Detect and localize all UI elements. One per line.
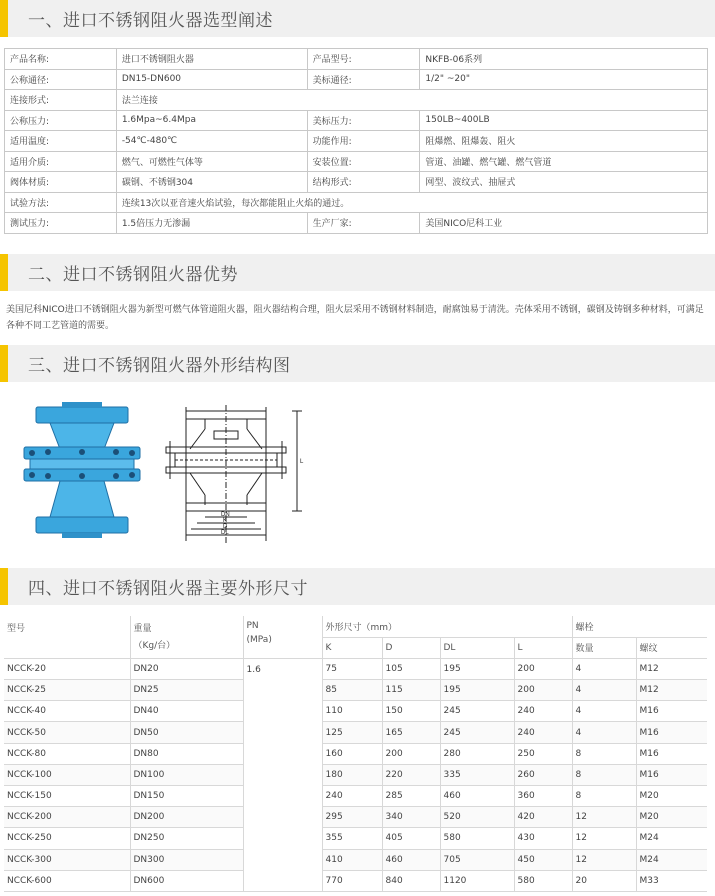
spec-value: 碳钢、不锈钢304	[116, 172, 307, 193]
table-row	[4, 658, 707, 679]
cell-d: 115	[382, 680, 440, 701]
cell-dl: 705	[440, 849, 514, 870]
spec-label: 公称通径:	[5, 69, 117, 90]
cell-qty: 12	[572, 828, 636, 849]
cell-k: 75	[322, 658, 382, 679]
cell-model: NCCK-600	[4, 870, 130, 891]
table-row	[4, 786, 707, 807]
cell-k: 240	[322, 786, 382, 807]
dimension-label-dl: DL	[221, 530, 229, 536]
spec-label: 产品型号:	[307, 49, 420, 70]
cell-k: 355	[322, 828, 382, 849]
cell-thread: M12	[636, 658, 707, 679]
section-heading-4	[0, 568, 715, 605]
cell-weight: DN250	[130, 828, 243, 849]
spec-label: 适用温度:	[5, 131, 117, 152]
spec-value: 管道、油罐、燃气罐、燃气管道	[420, 151, 708, 172]
cell-dl: 460	[440, 786, 514, 807]
table-header-row	[4, 616, 707, 637]
cell-qty: 4	[572, 658, 636, 679]
section-heading-2	[0, 254, 715, 291]
spec-label: 试验方法:	[5, 192, 117, 213]
header-k: K	[322, 637, 382, 658]
cell-dl: 335	[440, 764, 514, 785]
cell-thread: M16	[636, 722, 707, 743]
cell-dl: 1120	[440, 870, 514, 891]
header-pn-label: PN	[246, 621, 259, 631]
cell-model: NCCK-150	[4, 786, 130, 807]
structure-figure	[0, 385, 320, 555]
table-row	[4, 680, 707, 701]
table-row	[5, 49, 708, 70]
header-weight-unit: （Kg/台）	[133, 641, 176, 651]
header-model: 型号	[4, 616, 130, 658]
cell-thread: M16	[636, 764, 707, 785]
spec-label: 安装位置:	[307, 151, 420, 172]
cell-model: NCCK-20	[4, 658, 130, 679]
cell-l: 200	[514, 680, 572, 701]
cell-d: 460	[382, 849, 440, 870]
spec-value: 法兰连接	[116, 90, 707, 111]
cell-model: NCCK-100	[4, 764, 130, 785]
cell-model: NCCK-80	[4, 743, 130, 764]
section-heading-1	[0, 0, 715, 37]
table-row	[5, 69, 708, 90]
table-row	[4, 722, 707, 743]
dimension-label-l: L	[300, 459, 304, 465]
cell-d: 840	[382, 870, 440, 891]
cell-qty: 4	[572, 680, 636, 701]
cell-model: NCCK-300	[4, 849, 130, 870]
flame-arrester-cross-section-drawing	[166, 405, 302, 545]
cell-d: 340	[382, 807, 440, 828]
flame-arrester-product-image	[24, 402, 140, 538]
spec-label: 测试压力:	[5, 213, 117, 234]
cell-k: 125	[322, 722, 382, 743]
cell-model: NCCK-25	[4, 680, 130, 701]
spec-label: 适用介质:	[5, 151, 117, 172]
spec-label: 美标通径:	[307, 69, 420, 90]
cell-d: 105	[382, 658, 440, 679]
table-row	[5, 131, 708, 152]
cell-d: 405	[382, 828, 440, 849]
spec-label: 功能作用:	[307, 131, 420, 152]
cell-l: 240	[514, 722, 572, 743]
cell-l: 450	[514, 849, 572, 870]
cell-d: 220	[382, 764, 440, 785]
spec-value: 连续13次以亚音速火焰试验，每次都能阻止火焰的通过。	[116, 192, 707, 213]
dimensions-table	[4, 616, 707, 892]
table-row	[5, 213, 708, 234]
section-heading-3	[0, 345, 715, 382]
cell-dl: 245	[440, 722, 514, 743]
cell-thread: M20	[636, 786, 707, 807]
header-d: D	[382, 637, 440, 658]
cell-qty: 8	[572, 786, 636, 807]
cell-k: 410	[322, 849, 382, 870]
spec-value: NKFB-06系列	[420, 49, 708, 70]
cell-l: 430	[514, 828, 572, 849]
section-title: 二、进口不锈钢阻火器优势	[28, 265, 238, 285]
cell-qty: 12	[572, 849, 636, 870]
spec-value: 1/2" ~20"	[420, 69, 708, 90]
cell-thread: M16	[636, 701, 707, 722]
cell-dl: 195	[440, 658, 514, 679]
table-row	[4, 743, 707, 764]
dimension-label-d: D	[223, 524, 228, 530]
cell-weight: DN100	[130, 764, 243, 785]
table-row	[4, 701, 707, 722]
cell-weight: DN40	[130, 701, 243, 722]
section-title: 三、进口不锈钢阻火器外形结构图	[28, 356, 291, 376]
spec-value: DN15-DN600	[116, 69, 307, 90]
cell-thread: M16	[636, 743, 707, 764]
spec-value: 美国NICO尼科工业	[420, 213, 708, 234]
cell-l: 240	[514, 701, 572, 722]
section-title: 一、进口不锈钢阻火器选型阐述	[28, 11, 273, 31]
header-thread: 螺纹	[636, 637, 707, 658]
cell-l: 580	[514, 870, 572, 891]
spec-table	[4, 48, 708, 234]
header-l: L	[514, 637, 572, 658]
cell-d: 285	[382, 786, 440, 807]
cell-qty: 8	[572, 743, 636, 764]
cell-model: NCCK-200	[4, 807, 130, 828]
cell-k: 295	[322, 807, 382, 828]
header-weight-label: 重量	[133, 624, 152, 634]
dimension-label-k: K	[223, 518, 228, 524]
spec-value: 燃气、可燃性气体等	[116, 151, 307, 172]
cell-dl: 280	[440, 743, 514, 764]
cell-weight: DN50	[130, 722, 243, 743]
spec-label: 美标压力:	[307, 110, 420, 131]
table-row	[4, 807, 707, 828]
spec-value: 阻爆燃、阻爆轰、阻火	[420, 131, 708, 152]
cell-model: NCCK-40	[4, 701, 130, 722]
spec-value: 进口不锈钢阻火器	[116, 49, 307, 70]
cell-weight: DN200	[130, 807, 243, 828]
header-pn	[243, 616, 322, 658]
cell-l: 420	[514, 807, 572, 828]
table-row	[5, 151, 708, 172]
cell-qty: 20	[572, 870, 636, 891]
advantage-paragraph: 美国尼科NICO进口不锈钢阻火器为新型可燃气体管道阻火器，阻火器结构合理，阻火层采用不锈钢材料制造，耐腐蚀易于清洗。壳体采用不锈钢，碳钢及铸钢多种材料，可满足各种不同工艺管道的需要。	[6, 305, 704, 331]
cell-k: 110	[322, 701, 382, 722]
cell-k: 770	[322, 870, 382, 891]
cell-d: 165	[382, 722, 440, 743]
cell-dl: 195	[440, 680, 514, 701]
cell-k: 85	[322, 680, 382, 701]
cell-l: 360	[514, 786, 572, 807]
spec-label: 公称压力:	[5, 110, 117, 131]
cell-dl: 520	[440, 807, 514, 828]
cell-d: 200	[382, 743, 440, 764]
table-row	[5, 192, 708, 213]
spec-label: 结构形式:	[307, 172, 420, 193]
table-row	[4, 828, 707, 849]
cell-weight: DN20	[130, 658, 243, 679]
table-row	[4, 764, 707, 785]
dimension-label-dn: DN	[221, 512, 230, 518]
spec-value: -54℃-480℃	[116, 131, 307, 152]
cell-weight: DN25	[130, 680, 243, 701]
cell-k: 180	[322, 764, 382, 785]
cell-thread: M20	[636, 807, 707, 828]
spec-value: 150LB~400LB	[420, 110, 708, 131]
table-row	[5, 172, 708, 193]
header-bolt: 螺栓	[572, 616, 707, 637]
cell-d: 150	[382, 701, 440, 722]
cell-pn: 1.6	[243, 658, 322, 891]
cell-qty: 4	[572, 722, 636, 743]
cell-l: 250	[514, 743, 572, 764]
cell-l: 200	[514, 658, 572, 679]
spec-value: 网型、波纹式、抽屉式	[420, 172, 708, 193]
cell-weight: DN600	[130, 870, 243, 891]
cell-thread: M33	[636, 870, 707, 891]
cell-weight: DN300	[130, 849, 243, 870]
spec-label: 阀体材质:	[5, 172, 117, 193]
cell-thread: M12	[636, 680, 707, 701]
cell-model: NCCK-250	[4, 828, 130, 849]
table-row	[4, 849, 707, 870]
cell-qty: 8	[572, 764, 636, 785]
cell-qty: 4	[572, 701, 636, 722]
table-row	[5, 110, 708, 131]
cell-dl: 245	[440, 701, 514, 722]
cell-weight: DN150	[130, 786, 243, 807]
header-size: 外形尺寸（mm）	[322, 616, 572, 637]
cell-thread: M24	[636, 828, 707, 849]
header-dl: DL	[440, 637, 514, 658]
cell-model: NCCK-50	[4, 722, 130, 743]
header-weight	[130, 616, 243, 658]
spec-value: 1.6Mpa~6.4Mpa	[116, 110, 307, 131]
cell-k: 160	[322, 743, 382, 764]
cell-thread: M24	[636, 849, 707, 870]
spec-value: 1.5倍压力无渗漏	[116, 213, 307, 234]
spec-label: 连接形式:	[5, 90, 117, 111]
spec-label: 产品名称:	[5, 49, 117, 70]
table-row	[4, 870, 707, 891]
cell-l: 260	[514, 764, 572, 785]
header-pn-unit: (MPa)	[246, 635, 272, 645]
section-title: 四、进口不锈钢阻火器主要外形尺寸	[28, 579, 308, 599]
spec-label: 生产厂家:	[307, 213, 420, 234]
cell-qty: 12	[572, 807, 636, 828]
header-qty: 数量	[572, 637, 636, 658]
cell-dl: 580	[440, 828, 514, 849]
cell-weight: DN80	[130, 743, 243, 764]
table-row	[5, 90, 708, 111]
